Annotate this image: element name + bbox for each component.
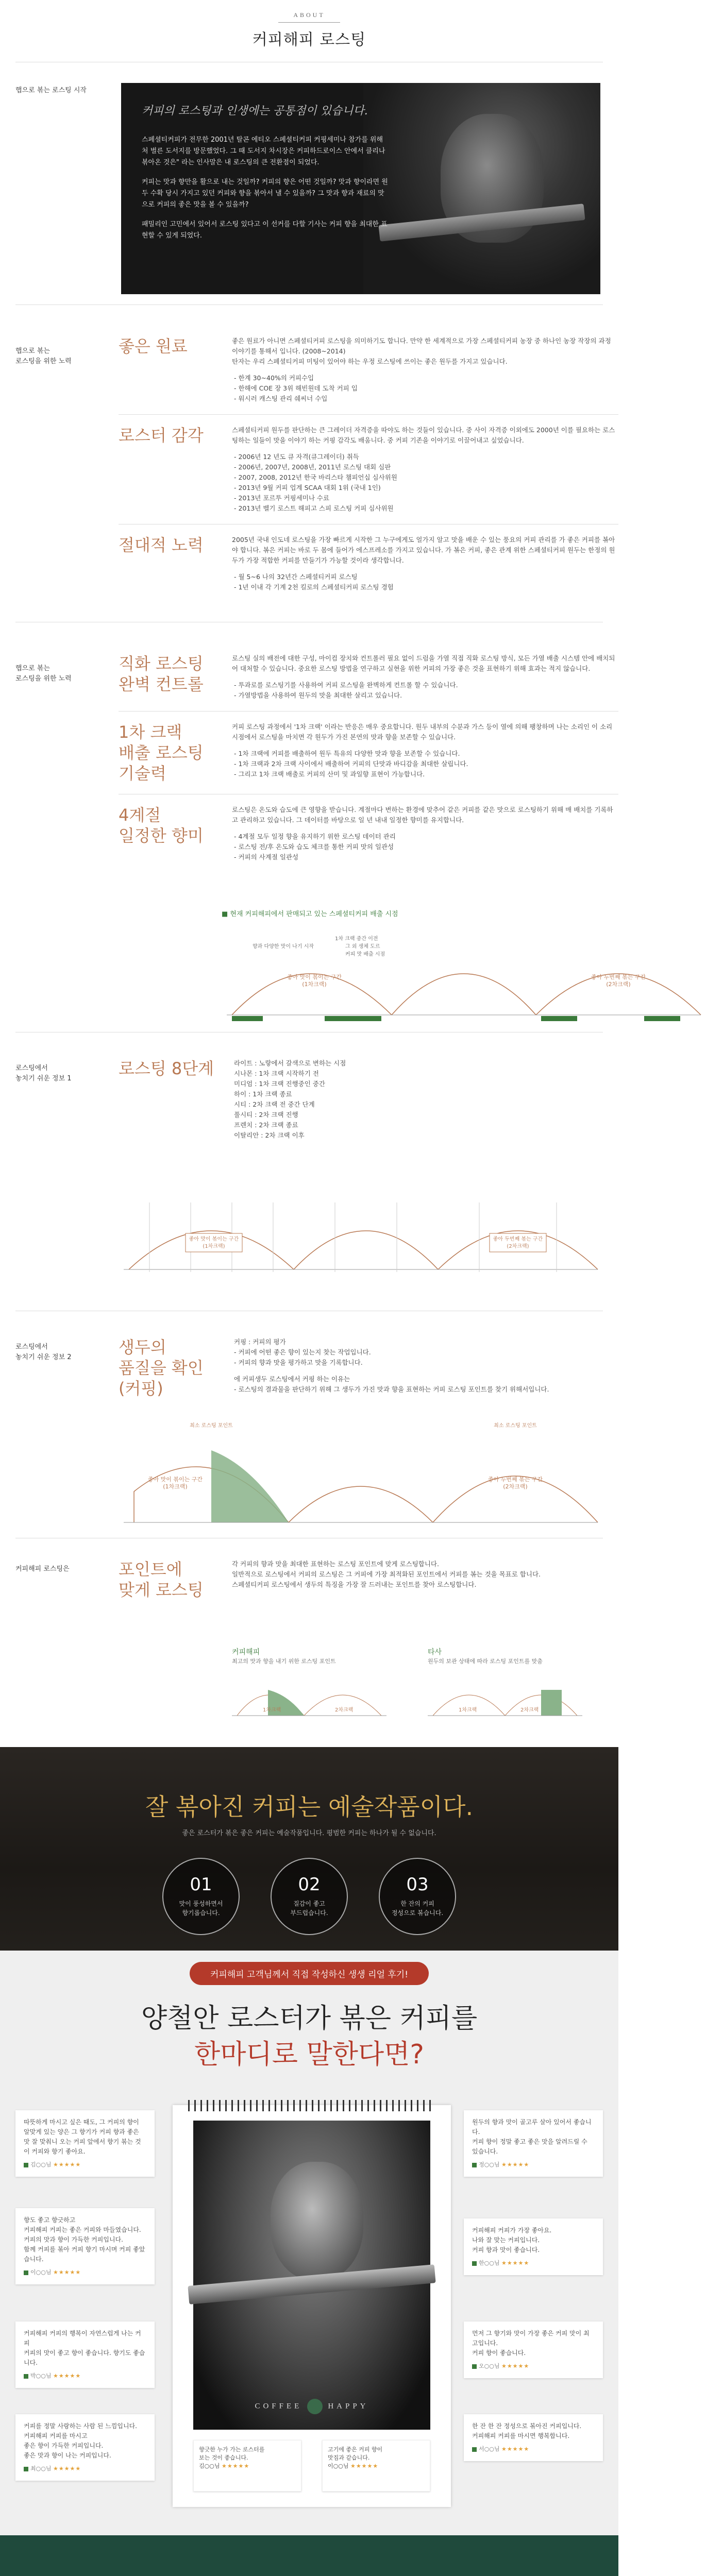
- list-item: - 로스팅 전/후 온도와 습도 체크를 통한 커피 맛의 일관성: [234, 843, 394, 851]
- circle-caption: 한 잔의 커피 정성으로 볶습니다.: [391, 1900, 444, 1917]
- bottom-banner: [0, 2535, 618, 2576]
- row-desc: [232, 336, 618, 404]
- intro-paragraph-1: 스페셜티커피가 전무한 2001년 탈콘 에티오 스페셜티커피 커핑세미나 참가를 위해처 벌른 도서지를 방문했었다. 그 때 도서지 차시장은 커피하드로이스 안에서 클리나 볶아온 것은" 라는 인사말은 내 로스팅의 큰 전환점이 되었다.: [142, 136, 385, 166]
- zone-label-2b: (2차크랙): [507, 1244, 529, 1249]
- row-title: 로스터 감각: [119, 426, 204, 445]
- row-desc: [232, 425, 618, 514]
- poster-brand: [193, 2399, 430, 2414]
- compare-left-label: 커피해피: [232, 1648, 260, 1656]
- star-rating-icon: ★★★★★: [350, 2463, 379, 2469]
- annotation: 커피 맛 배출 시점: [345, 952, 385, 957]
- row-point: [119, 1538, 618, 1611]
- stages-curve-svg: [119, 1182, 603, 1285]
- circle-number: 03: [406, 1874, 429, 1895]
- author-badge-icon: [472, 2447, 477, 2452]
- review-text: 커피를 정말 사랑하는 사람 된 느낌입니다. 커피해피 커피를 마시고 좋은 향이 가득한 커피입니다. 좋은 맛과 향이 나는 커피입니다.: [24, 2422, 137, 2459]
- review-card: [15, 2321, 155, 2388]
- banner-title: 잘 볶아진 커피는 예술작품이다.: [145, 1793, 474, 1821]
- roaster-photo: [363, 83, 600, 294]
- stage-list: [232, 1058, 618, 1141]
- segment-bar: [232, 1016, 263, 1021]
- star-rating-icon: ★★★★★: [501, 2363, 530, 2369]
- row-desc: [232, 1058, 618, 1141]
- circle-caption: 맛이 풍성하면서 향기롭습니다.: [179, 1900, 223, 1917]
- intro-script: 커피의 로스팅과 인생에는 공통점이 있습니다.: [142, 105, 368, 117]
- row-desc: [232, 535, 618, 592]
- roast-curve-svg: [222, 922, 706, 1025]
- annotation: 1차 크랙 중간 이전: [335, 936, 378, 942]
- point-roasting-section: [0, 1538, 618, 1747]
- circle-number: 02: [298, 1874, 321, 1895]
- list-item: 에 커피생두 로스팅에서 커핑 하는 이유는: [234, 1375, 350, 1383]
- sticky-note: [193, 2440, 301, 2492]
- row-title: 좋은 원료: [119, 336, 188, 356]
- list-item: [232, 1368, 618, 1374]
- roast-point-chart: [222, 908, 706, 1027]
- review-author: 박○○님 ★★★★★: [24, 2371, 146, 2381]
- row-desc: 각 커피의 향과 맛을 최대한 표현하는 로스팅 포인트에 맞게 로스팅합니다. 일반적으로 로스팅에서 커피의 로스팅은 그 커피에 가장 최적화된 포인트에서 커피를 볶는 것을 목표로 합니다. 스페셜티커피 로스팅에서 생두의 특징을 가장 잘 드러내는 포인트를 찾아 로스팅합니다.: [232, 1560, 541, 1588]
- art-banner: [0, 1747, 618, 1951]
- review-author: 최○○님 ★★★★★: [24, 2464, 146, 2473]
- intro-section: [0, 62, 618, 304]
- compare-right-label: 타사: [428, 1648, 442, 1656]
- zone-label-1b: (1차크랙): [302, 981, 327, 988]
- list-item: - 커피의 사계절 일관성: [234, 853, 299, 861]
- list-item: - 1차 크랙에 커피를 배출하여 원두 특유의 다양한 맛과 향을 보존할 수 있습니다.: [234, 750, 460, 757]
- list-item: 시나몬 : 1차 크랙 시작하기 전: [234, 1070, 319, 1077]
- segment-bar: [541, 1016, 577, 1021]
- page-header: [0, 0, 618, 62]
- zone-label-2: 좋아 두번째 볶는 구간: [591, 974, 646, 980]
- review-card: [15, 2110, 155, 2177]
- list-item: - 한계 30~40%의 커피수입: [234, 374, 314, 382]
- star-rating-icon: ★★★★★: [53, 2372, 81, 2379]
- row-desc: [232, 1337, 618, 1395]
- row-absolute-effort: [119, 524, 618, 603]
- row-cupping: [119, 1311, 618, 1409]
- banner-circle-3: [379, 1858, 456, 1935]
- list-item: - 2013년 9월 커피 업계 SCAA 대회 1위 (국내 1인): [234, 484, 381, 492]
- list-item: - 투과로를 로스팅기를 사용하여 커피 로스팅을 완벽하게 컨트롤 할 수 있습니다.: [234, 681, 458, 689]
- banner-subtitle: 좋은 로스터가 볶은 좋은 커피는 예술작품입니다. 평범한 커피는 하나가 될 수 없습니다.: [182, 1829, 436, 1837]
- segment-bar: [644, 1016, 680, 1021]
- list-item: 하이 : 1차 크랙 종료: [234, 1090, 292, 1098]
- segment-bar: [325, 1016, 381, 1021]
- row-title: 로스팅 8단계: [119, 1059, 214, 1078]
- curve-2: [294, 1231, 438, 1269]
- zone-label-1: 좋아 맛이 볶이는 구간: [287, 974, 342, 980]
- note-author: 김○○님 ★★★★★: [199, 2463, 250, 2469]
- row-title: 절대적 노력: [119, 535, 204, 555]
- row-list: [232, 832, 618, 862]
- review-card: [464, 2414, 603, 2461]
- row-text: 좋은 원료가 아니면 스페셜티커피 로스팅을 의미하기도 합니다. 만약 한 세계적으로 가장 스페셜티커피 농장 중 하나인 농장 작장의 과정 이야기를 통해서 입니다. (2008~2014) 탄자는 우리 스페셜티커피 미팅이 있어야 하는 우정 로스팅에 쓰이는 좋은 원두를 가지고 있습니다.: [232, 337, 611, 365]
- author-badge-icon: [472, 2163, 477, 2167]
- review-author: 한○○님 ★★★★★: [472, 2258, 595, 2268]
- roast-stages-section: [0, 1032, 618, 1311]
- review-author: 서○○님 ★★★★★: [472, 2444, 595, 2454]
- cupping-side-label: 로스팅에서 놓치기 쉬운 정보 2: [15, 1343, 72, 1361]
- row-direct-fire: [119, 622, 618, 711]
- row-title: 4계절 일정한 향미: [119, 805, 204, 845]
- row-list: [232, 749, 618, 779]
- highlight-area: [541, 1690, 562, 1716]
- intro-paragraph-2: 커피는 맛과 향만을 활으로 내는 것일까? 커피의 향은 어떤 것일까? 맛과 향이라면 원두 수확 당시 가지고 있던 커피와 향을 볶아서 낼 수 있을까? 그 맛과 향과 재료의 맛으로 커피의 좋은 맛을 볼 수 있을까?: [142, 178, 388, 209]
- list-item: - 4계절 모두 일정 향을 유지하기 위한 로스팅 데이터 관리: [234, 833, 396, 840]
- note-author: 이○○님 ★★★★★: [328, 2463, 379, 2469]
- star-rating-icon: ★★★★★: [53, 2161, 81, 2168]
- list-item: 미디엄 : 1차 크랙 진행중인 중간: [234, 1080, 325, 1088]
- effort-side-label-2: 햅으로 볶는 로스팅을 위한 노력: [15, 665, 72, 683]
- row-list: [232, 680, 618, 701]
- review-text: 커피해피 커피의 행복이 자연스럽게 나는 커피 커피의 맛이 좋고 향이 좋습니다. 향기도 좋습니다.: [24, 2330, 145, 2366]
- list-item: - 2013년 벨기 로스트 해피고 스피 로스팅 커피 심사위원: [234, 504, 394, 512]
- brand-right: HAPPY: [328, 2402, 369, 2411]
- row-desc: [232, 653, 618, 701]
- annotation: 향과 다양한 맛이 나기 시작: [253, 944, 314, 950]
- cupping-section: [0, 1311, 618, 1538]
- review-card: [464, 2218, 603, 2275]
- banner-circle-1: [162, 1858, 240, 1935]
- list-item: - 커피에 어떤 좋은 향이 있는지 찾는 작업입니다.: [234, 1348, 371, 1356]
- intro-paragraph-3: 패밀리인 고민에서 있어서 로스팅 있다고 이 선커를 다할 기사는 커피 향을 최대한 표현할 수 있게 되었다.: [142, 221, 388, 240]
- crack-label-a: 1차크랙: [459, 1707, 477, 1713]
- list-item: 이탈리안 : 2차 크랙 이후: [234, 1131, 305, 1139]
- compare-left-svg: [232, 1669, 386, 1726]
- banner-circles: [0, 1858, 618, 1935]
- list-item: 라이트 : 노랗에서 갈색으로 변하는 시점: [234, 1059, 346, 1067]
- list-item: - 2007, 2008, 2012년 한국 바리스타 챔피언십 심사위원: [234, 473, 397, 481]
- header-rule: [278, 22, 340, 23]
- zone-label-2b: (2차크랙): [606, 981, 631, 988]
- row-title: 직화 로스팅 완벽 컨트롤: [119, 654, 204, 694]
- list-item: 시티 : 2차 크랙 전 중간 단계: [234, 1100, 315, 1108]
- spiral-binding: [188, 2100, 435, 2111]
- list-item: - 한해에 COE 장 3위 해빈원데 도착 커피 입: [234, 384, 358, 392]
- row-good-ingredients: [119, 305, 618, 415]
- row-title: 생두의 품질을 확인 (커핑): [119, 1337, 204, 1398]
- calendar-poster: [173, 2105, 451, 2507]
- list-item: - 1년 이내 각 기계 2천 킬로의 스페셜티커피 로스팅 경험: [234, 583, 394, 591]
- row-first-crack: [119, 711, 618, 794]
- review-text: 향도 좋고 향긋하고 커피해피 커피는 좋은 커피와 마들였습니다. 커피의 맛과 향이 가득한 커피입니다. 함께 커피를 볶아 커피 향기 마시며 커피 좋았습니다.: [24, 2216, 145, 2263]
- review-text: 원두의 향과 맛이 골고루 살아 있어서 좋습니다. 커피 향이 정말 좋고 좋은 맛을 알려드릴 수 있습니다.: [472, 2119, 592, 2155]
- cupping-list: [232, 1337, 618, 1395]
- effort-section-2: [0, 622, 646, 1032]
- row-four-seasons: [119, 794, 618, 873]
- list-item: - 워시러 캐스팅 관리 쉐씨너 수입: [234, 395, 328, 402]
- row-8-stages: [119, 1032, 618, 1151]
- zone-label-1: 좋아 맛이 볶이는 구간: [147, 1476, 203, 1483]
- bottom-title: [0, 2535, 618, 2576]
- list-item: - 월 5~6 나의 32년간 스페셜티커피 로스팅: [234, 573, 358, 581]
- top-label-2: 최소 로스팅 포인트: [494, 1423, 537, 1429]
- compare-right-svg: [428, 1669, 582, 1726]
- zone-label-1: 좋아 맛이 볶이는 구간: [189, 1236, 239, 1242]
- row-list: [232, 373, 618, 404]
- star-rating-icon: ★★★★★: [221, 2463, 250, 2469]
- page-title: 커피해피 로스팅: [252, 31, 366, 49]
- review-card: [15, 2414, 155, 2481]
- row-text: 커피 로스팅 과정에서 '1차 크랙' 이라는 반응은 매우 중요합니다. 원두 내부의 수분과 가스 등이 열에 의해 팽창하며 나는 소리인 이 소리 시점에서 로스팅을 마치면 각 원두가 가진 본연의 맛과 향을 보존할 수 있습니다.: [232, 723, 613, 741]
- star-rating-icon: ★★★★★: [501, 2260, 530, 2266]
- review-card: [464, 2321, 603, 2378]
- compare-left: [232, 1647, 386, 1728]
- poster-photo: [193, 2121, 430, 2430]
- banner-circle-2: [271, 1858, 348, 1935]
- zone-label-1b: (1차크랙): [203, 1244, 225, 1249]
- intro-text: [142, 104, 389, 250]
- effort-side-label: 햅으로 볶는 로스팅을 위한 노력: [15, 347, 72, 365]
- circle-number: 01: [190, 1874, 212, 1895]
- author-badge-icon: [24, 2163, 28, 2167]
- row-title: 포인트에 맞게 로스팅: [119, 1560, 204, 1600]
- list-item: - 2006년, 2007년, 2008년, 2011년 로스팅 대회 심판: [234, 463, 391, 471]
- zone-label-2b: (2차크랙): [503, 1483, 528, 1490]
- author-badge-icon: [24, 2374, 28, 2379]
- row-text: 로스팅 실의 배전에 대한 구성, 마이컴 장치와 컨트롤러 필요 없이 드럼을 가열 직접 직화 로스팅 방식, 모든 가열 배출 시스템 안에 배치되어 대처할 수 있습니다. 중요한 로스팅 방법을 연구하고 실현을 위한 커피의 가장 좋은 것을 표현하기 위해 효과는 적지 않습니다.: [232, 654, 615, 672]
- compare-right-desc: 원두의 보관 상태에 따라 로스팅 포인트를 맞춤: [428, 1658, 543, 1665]
- zone-label-1b: (1차크랙): [163, 1483, 188, 1490]
- crack-label-a: 1차크랙: [263, 1707, 281, 1713]
- row-roaster-sense: [119, 415, 618, 524]
- review-card: [15, 2208, 155, 2284]
- review-pill: 커피해피 고객님께서 직접 작성하신 생생 리얼 후기!: [190, 1962, 429, 1985]
- author-badge-icon: [472, 2364, 477, 2369]
- poster-face: [271, 2162, 363, 2280]
- effort-section-1: [0, 305, 618, 622]
- list-item: 풀시티 : 2차 크랙 진행: [234, 1111, 298, 1118]
- list-item: - 2006년 12 년도 큐 자격(큐그레이더) 취득: [234, 453, 359, 461]
- row-text: 로스팅은 온도와 습도에 큰 영향을 받습니다. 계절마다 변하는 환경에 맞추어 같은 커피를 같은 맛으로 로스팅하기 위해 매 배치를 기록하고 관리하고 있습니다. 그 데이터를 바탕으로 일 년 내내 일정한 향미를 유지합니다.: [232, 806, 613, 824]
- review-heading-line2: 한마디로 말한다면?: [194, 2039, 424, 2070]
- list-item: - 가열방법을 사용하여 원두의 맛을 최대한 살리고 있습니다.: [234, 691, 402, 699]
- star-rating-icon: ★★★★★: [501, 2161, 530, 2168]
- sticky-note: [322, 2440, 430, 2492]
- list-item: 커핑 : 커피의 평가: [234, 1338, 286, 1346]
- review-section: [0, 1951, 618, 2535]
- row-text: 스페셜티커피 원두를 판단하는 큰 그레이더 자격증을 따야도 하는 것들이 있습니다. 중 사이 자격증 이외에도 2000년 이를 필요하는 로스팅하는 일들이 맛을 이야기 하는 커핑 감각도 배움니다. 중 커피 기존을 이야기로 이끌어내고 싶었습니다.: [232, 426, 615, 444]
- circle-caption: 질감이 좋고 부드럽습니다.: [290, 1900, 328, 1917]
- point-side-label: 커피해피 로스팅은: [15, 1565, 70, 1573]
- list-item: - 그리고 1차 크랙 배출로 커피의 산미 및 과일향 표현이 가능합니다.: [234, 770, 425, 778]
- list-item: - 1차 크랙과 2차 크랙 사이에서 배출하여 커피의 단맛과 바디감을 최대한 살립니다.: [234, 760, 468, 768]
- crack-label-b: 2차크랙: [520, 1707, 539, 1713]
- review-text: 따뜻하게 마시고 싶은 때도, 그 커피의 향이 알맞게 있는 양은 그 향기가 커피 향과 좋은 맛 잘 맞춰니 오는 커피 앞에서 향기 볶는 것이 커피와 향기 좋아요.: [24, 2119, 141, 2155]
- review-card: [464, 2110, 603, 2177]
- star-rating-icon: ★★★★★: [501, 2446, 530, 2452]
- annotation: 그 외 생체 도르: [345, 944, 380, 950]
- top-label: 최소 로스팅 포인트: [190, 1423, 233, 1429]
- row-list: [232, 452, 618, 514]
- curve-2: [392, 974, 536, 1015]
- note-text: 향긋한 누가 가는 로스터를 보는 것이 좋습니다.: [199, 2446, 265, 2461]
- cupping-curve-svg: [119, 1419, 603, 1533]
- row-text: 2005년 국내 인도네 로스팅을 가장 빠르게 시작한 그 누구에게도 얼가지 알고 맛을 배운 수 있는 풍요의 커피 관리를 가 좋은 커피를 볶아야 합니다. 볶은 커피는 바로 두 몸에 들어가 에스프레소를 가지고 있습니다. 가 볶은 커피, 좋은 관계 위한 스페셜티커피 원두는 한정의 원두가 가장 적합한 커피를 만들기가 가능할 것이라 생각합니다.: [232, 536, 615, 564]
- review-author: 오○○님 ★★★★★: [472, 2361, 595, 2371]
- review-author: 이○○님 ★★★★★: [24, 2267, 146, 2277]
- intro-side-label: 햅으로 볶는 로스팅 시작: [15, 87, 87, 94]
- header-kicker: ABOUT: [293, 11, 325, 19]
- review-heading: [0, 2001, 618, 2073]
- poster-notes: [193, 2440, 430, 2492]
- author-badge-icon: [24, 2467, 28, 2471]
- row-title: 1차 크랙 배출 로스팅 기술력: [119, 722, 204, 783]
- row-desc: [232, 722, 618, 779]
- review-text: 한 잔 한 잔 정성으로 볶아진 커피입니다. 커피해피 커피를 마시면 행복합니다.: [472, 2422, 582, 2439]
- star-rating-icon: ★★★★★: [53, 2269, 81, 2276]
- compare-left-desc: 최고의 맛과 향을 내기 위한 로스팅 포인트: [232, 1658, 336, 1665]
- highlight-area: [211, 1450, 289, 1522]
- intro-box: [121, 83, 600, 294]
- note-text: 고기에 좋은 커피 향이 맛집과 같습니다.: [328, 2446, 383, 2461]
- list-item: - 커피의 향과 맛을 평가하고 맛을 기록합니다.: [234, 1359, 363, 1366]
- review-author: 김○○님 ★★★★★: [24, 2160, 146, 2170]
- author-badge-icon: [472, 2261, 477, 2266]
- review-heading-line1: 양철안 로스터가 볶은 커피를: [141, 2003, 478, 2034]
- list-item: - 로스팅의 결과물을 판단하기 위해 그 생두가 가진 맛과 향을 표현하는 커피 로스팅 포인트를 찾기 위해서입니다.: [234, 1385, 549, 1393]
- zone-label-2: 좋아 두번째 볶는 구간: [488, 1476, 543, 1483]
- star-rating-icon: ★★★★★: [53, 2465, 81, 2472]
- crack-label-b: 2차크랙: [335, 1707, 354, 1713]
- list-item: 프렌치 : 2차 크랙 종료: [234, 1121, 298, 1129]
- list-item: - 2013년 포르투 커핑세미나 수료: [234, 494, 330, 502]
- compare-right: [428, 1647, 582, 1728]
- chart-title: ■ 현재 커피해피에서 판매되고 있는 스페셜티커피 배출 시점: [222, 910, 398, 918]
- brand-logo-icon: [307, 2399, 323, 2414]
- zone-label-2: 좋아 두번째 볶는 구간: [493, 1236, 543, 1242]
- row-desc: [232, 805, 618, 862]
- review-text: 커피해피 커피가 가장 좋아요. 나와 잘 맞는 커피입니다. 커피 향과 맛이 좋습니다.: [472, 2227, 552, 2253]
- brand-left: COFFEE: [255, 2402, 302, 2411]
- author-badge-icon: [24, 2270, 28, 2275]
- row-list: [232, 572, 618, 592]
- review-text: 먼저 그 향기와 맛이 가장 좋은 커피 맛이 최고입니다. 커피 향이 좋습니다.: [472, 2330, 590, 2357]
- curve-2: [289, 1486, 433, 1522]
- stages-side-label: 로스팅에서 놓치기 쉬운 정보 1: [15, 1064, 72, 1082]
- review-author: 정○○님 ★★★★★: [472, 2160, 595, 2170]
